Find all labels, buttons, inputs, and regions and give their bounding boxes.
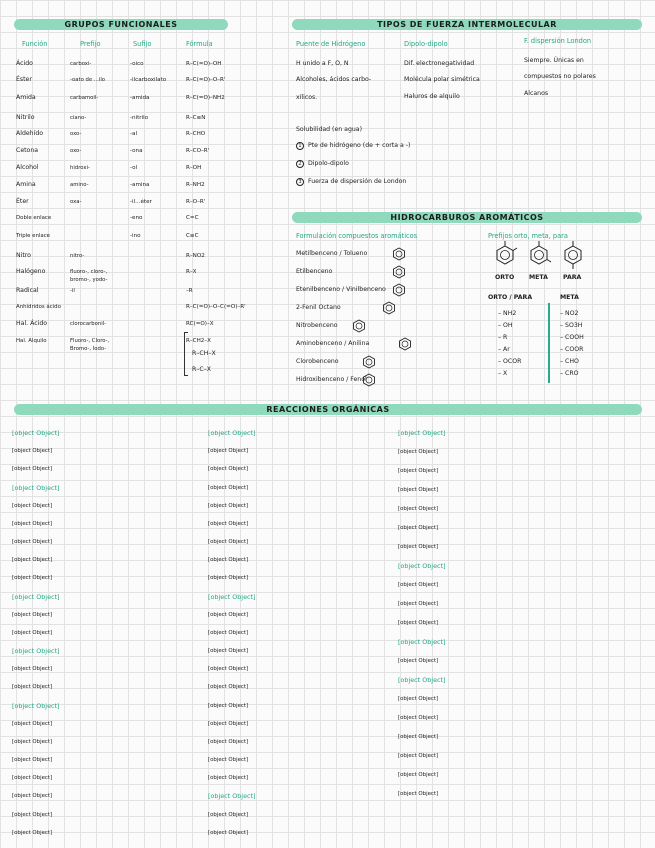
grupo-funcion: Éter [16,198,29,205]
reaccion-line: [object Object] [12,520,53,527]
grupo-funcion: Doble enlace [16,215,52,221]
reaccion-heading: [object Object] [12,647,60,656]
aromatico-item: Etenilbenceno / Vinilbenceno [296,286,386,293]
para-ring-icon [562,244,584,266]
grupo-funcion: Alcohol [16,164,39,171]
reaccion-line: [object Object] [12,666,53,673]
grupo-formula: R–NH2 [186,182,205,188]
grupo-funcion: Cetona [16,147,39,154]
orto-para-item: – X [498,370,508,377]
reaccion-line: [object Object] [12,811,53,818]
grupo-prefijo: clorocarbonil- [70,321,107,327]
grupo-funcion: Anhídridos ácido [16,304,61,310]
grupo-sufijo: -amina [130,182,150,188]
grupo-funcion: Amina [16,181,36,188]
orto-ring-icon [494,244,516,266]
grupo-sufijo: -il...éter [130,199,152,205]
reaccion-line: [object Object] [398,449,439,455]
grupo-prefijo: carboxi- [70,61,92,67]
meta-item: – SO3H [560,322,583,329]
reaccion-line: [object Object] [398,487,439,493]
reaccion-line: [object Object] [398,791,439,797]
grupo-prefijo: nitro- [70,253,85,259]
grupo-formula: R–NO2 [186,253,205,259]
dipolo-text-3: Haluros de alquilo [404,93,460,100]
alquilo-extra-1: R–CH–X [192,350,216,357]
grupo-sufijo: -eno [130,215,143,221]
reaccion-line: [object Object] [208,629,249,636]
reaccion-line: [object Object] [12,575,53,582]
grupo-prefijo: carbamoil- [70,95,99,101]
prefijos-title: Prefijos orto, meta, para [488,232,568,240]
reaccion-heading: [object Object] [12,592,60,601]
grupo-prefijo: hidroxi- [70,165,90,171]
reaccion-heading: [object Object] [398,429,446,437]
grupo-sufijo: -amida [130,95,150,101]
alquilo-bracket [184,332,188,376]
solubilidad-number: 2 [296,160,304,168]
grupo-formula: R–C(=O)–NH2 [186,95,225,101]
meta-title: META [560,294,579,301]
reaccion-line: [object Object] [12,539,53,546]
aromatico-item: Aminobenceno / Anilina [296,340,370,347]
reaccion-heading: [object Object] [398,638,446,646]
london-text-1: Siempre. Únicas en [524,57,584,64]
puente-text-1: H unido a F, O, N [296,60,349,67]
grupo-funcion: Nitro [16,252,31,259]
reaccion-line: [object Object] [208,666,249,673]
grupos-header-prefijo: Prefijo [80,40,101,48]
prefijo-meta: META [529,274,548,281]
reaccion-line: [object Object] [398,544,439,550]
grupo-formula: R–C(=O)–OH [186,61,222,67]
grupo-funcion: Hal. Ácido [16,320,48,327]
puente-text-3: xílicos. [296,94,318,101]
op-meta-divider [548,303,550,383]
reacciones-col-2 [208,424,393,842]
grupo-sufijo: -ilcarboxilato [130,77,167,83]
grupo-prefijo: -oato de ...ilo [70,77,106,83]
grupo-formula: R–C≡N [186,115,206,121]
reaccion-line: [object Object] [398,658,439,664]
aromatico-item: Etilbenceno [296,268,333,275]
grupo-formula: R–CO–R' [186,148,210,154]
grupo-formula: R–C(=O)–O–R' [186,77,226,83]
reaccion-line: [object Object] [12,775,53,782]
benzene-ring-icon [392,247,406,261]
reaccion-line: [object Object] [12,502,53,509]
reaccion-heading: [object Object] [208,429,256,437]
benzene-ring-icon [362,373,376,387]
grupo-funcion: Éster [16,76,32,83]
reaccion-line: [object Object] [398,506,439,512]
reaccion-line: [object Object] [12,757,53,764]
reaccion-line: [object Object] [208,520,249,527]
reaccion-heading: [object Object] [208,592,256,601]
aromatico-item: Hidroxibenceno / Fenol [296,376,367,383]
benzene-ring-icon [398,337,412,351]
banner-reacciones-organicas: REACCIONES ORGÁNICAS [14,404,642,415]
grupo-sufijo: -ona [130,148,143,154]
grupo-sufijo: -nitrilo [130,115,149,121]
reaccion-line: [object Object] [208,757,249,764]
meta-item: – COOH [560,334,584,341]
grupo-prefijo: fluoro-, cloro-, bromo-, yodo- [70,269,108,283]
reaccion-line: [object Object] [398,734,439,740]
grupo-funcion: Ácido [16,60,33,67]
grupo-prefijo: ciano- [70,115,87,121]
grupo-sufijo: -ino [130,233,141,239]
reaccion-heading: [object Object] [398,676,446,684]
reaccion-heading: [object Object] [208,792,256,801]
grupo-formula: R–X [186,269,197,275]
grupo-prefijo: -il [70,288,75,294]
reaccion-line: [object Object] [398,468,439,474]
grupo-funcion: Hal. Alquilo [16,338,47,344]
reacciones-col-1 [12,424,202,842]
solubilidad-title: Solubilidad (en agua) [296,126,363,133]
fuerza-header-dipolo: Dipolo-dipolo [404,40,448,48]
reaccion-line: [object Object] [12,793,53,800]
reaccion-heading: [object Object] [12,429,60,437]
grupo-prefijo: oxo- [70,131,82,137]
reaccion-line: [object Object] [208,720,249,727]
grupo-funcion: Amida [16,94,36,101]
orto-para-item: – OH [498,322,513,329]
puente-text-2: Alcoholes, ácidos carbo- [296,76,372,83]
reaccion-line: [object Object] [398,753,439,759]
reaccion-line: [object Object] [208,775,249,782]
reaccion-heading: [object Object] [12,483,60,492]
reaccion-line: [object Object] [208,502,249,509]
reaccion-line: [object Object] [12,557,53,564]
fuerza-header-london: F. dispersión London [524,37,592,45]
benzene-ring-icon [362,355,376,369]
reaccion-line: [object Object] [398,582,439,588]
reaccion-line: [object Object] [12,611,53,618]
grupos-header-sufijo: Sufijo [133,40,152,48]
london-text-2: compuestos no polares [524,73,596,80]
meta-item: – NO2 [560,310,579,317]
reaccion-line: [object Object] [208,539,249,546]
reaccion-line: [object Object] [12,738,53,745]
meta-ring-icon [528,244,550,266]
grupo-prefijo: amino- [70,182,89,188]
reaccion-line: [object Object] [208,575,249,582]
reaccion-line: [object Object] [208,648,249,655]
grupo-formula: RC(=O)–X [186,321,214,327]
aromatico-item: Nitrobenceno [296,322,338,329]
solubilidad-text: Fuerza de dispersión de London [308,178,407,185]
benzene-ring-icon [352,319,366,333]
grupo-formula: –R [186,288,193,294]
reacciones-col-3 [398,424,648,804]
grupo-formula: R–OH [186,165,202,171]
aromatico-item: Clorobenceno [296,358,339,365]
reaccion-line: [object Object] [208,684,249,691]
orto-para-item: – Ar [498,346,510,353]
reaccion-line: [object Object] [208,738,249,745]
grupo-formula: R–O–R' [186,199,206,205]
dipolo-text-1: Dif. electronegatividad [404,60,475,67]
grupos-header-funcion: Función [22,40,48,48]
solubilidad-text: Pte de hidrógeno (de + corta a -) [308,142,411,149]
op-title: ORTO / PARA [488,294,533,301]
orto-para-item: – NH2 [498,310,517,317]
aromatico-item: Metilbenceno / Tolueno [296,250,368,257]
benzene-ring-icon [392,265,406,279]
orto-para-item: – OCOR [498,358,522,365]
reaccion-line: [object Object] [208,611,249,618]
reaccion-line: [object Object] [398,772,439,778]
reaccion-line: [object Object] [208,702,249,709]
fuerza-header-puente: Puente de Hidrógeno [296,40,366,48]
reaccion-line: [object Object] [208,466,249,473]
reaccion-line: [object Object] [208,557,249,564]
prefijo-para: PARA [563,274,582,281]
reaccion-line: [object Object] [12,466,53,473]
reaccion-line: [object Object] [208,484,249,491]
orto-para-item: – R [498,334,508,341]
grupo-formula: R–CHO [186,131,206,137]
grupo-formula: C=C [186,215,199,221]
grupo-sufijo: -ol [130,165,138,171]
grupo-funcion: Halógeno [16,268,46,275]
banner-grupos-funcionales: GRUPOS FUNCIONALES [14,19,228,30]
reaccion-line: [object Object] [12,684,53,691]
grupo-funcion: Triple enlace [16,233,50,239]
grupo-sufijo: -oico [130,61,144,67]
reaccion-line: [object Object] [208,448,249,455]
banner-hidrocarburos-aromaticos: HIDROCARBUROS AROMÁTICOS [292,212,642,223]
grupo-prefijo: oxa- [70,199,82,205]
solubilidad-number: 1 [296,142,304,150]
reaccion-line: [object Object] [398,601,439,607]
solubilidad-number: 3 [296,178,304,186]
reaccion-line: [object Object] [208,829,249,836]
grupo-prefijo: Fluoro-, Cloro-, Bromo-, Iodo- [70,338,110,352]
meta-item: – CHO [560,358,579,365]
reaccion-line: [object Object] [398,715,439,721]
grupo-formula: R–C(=O)–O–C(=O)–R' [186,304,246,310]
meta-item: – CRO [560,370,579,377]
formulacion-title: Formulación compuestos aromáticos [296,232,418,240]
reaccion-heading: [object Object] [12,701,60,710]
reaccion-line: [object Object] [398,620,439,626]
reaccion-heading: [object Object] [398,562,446,570]
grupo-sufijo: -al [130,131,138,137]
aromatico-item: 2-Fenil Octano [296,304,341,311]
dipolo-text-2: Molécula polar simétrica [404,76,480,83]
grupo-funcion: Radical [16,287,39,294]
benzene-ring-icon [382,301,396,315]
reaccion-line: [object Object] [12,448,53,455]
alquilo-extra-2: R–C–X [192,366,212,373]
meta-item: – COOR [560,346,584,353]
reaccion-line: [object Object] [208,811,249,818]
grupo-prefijo: oxo- [70,148,82,154]
banner-tipos-fuerza: TIPOS DE FUERZA INTERMOLECULAR [292,19,642,30]
solubilidad-text: Dipolo-dipolo [308,160,349,167]
reaccion-line: [object Object] [398,525,439,531]
grupo-funcion: Nitrilo [16,114,35,121]
london-text-3: Alcanos [524,90,549,97]
benzene-ring-icon [392,283,406,297]
prefijo-orto: ORTO [495,274,515,281]
reaccion-line: [object Object] [12,829,53,836]
reaccion-line: [object Object] [12,720,53,727]
grupo-formula: C≡C [186,233,199,239]
reaccion-line: [object Object] [398,696,439,702]
grupos-header-formula: Fórmula [186,40,213,48]
grupo-formula: R–CH2–X [186,338,211,344]
reaccion-line: [object Object] [12,629,53,636]
grupo-funcion: Aldehído [16,130,44,137]
